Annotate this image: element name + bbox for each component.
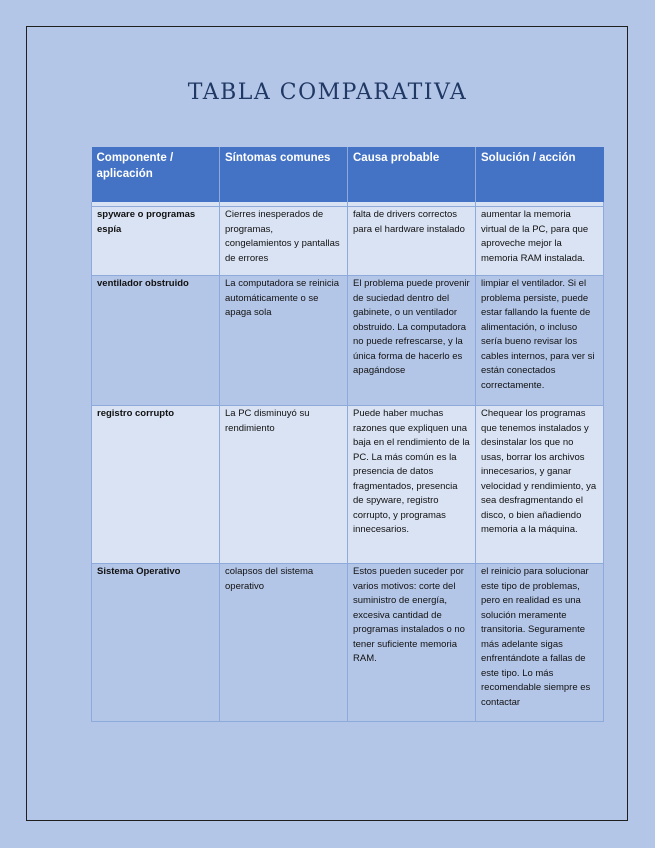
cell-solucion: el reinicio para solucionar este tipo de problemas, pero en realidad es una solución meramente transitoria. Seguramente más adelante sigas enfrentándote a fallas de este tipo. Lo más recomendable siempre es contactar <box>476 564 604 722</box>
table-row <box>92 207 604 276</box>
cell-sintomas: colapsos del sistema operativo <box>220 564 348 722</box>
cell-componente: registro corrupto <box>92 406 220 564</box>
table-row <box>92 406 604 564</box>
cell-sintomas: Cierres inesperados de programas, congelamientos y pantallas de errores <box>220 207 348 276</box>
header-causa: Causa probable <box>348 147 476 202</box>
cell-componente: Sistema Operativo <box>92 564 220 722</box>
cell-causa: Puede haber muchas razones que expliquen una baja en el rendimiento de la PC. La más común es la presencia de datos fragmentados, presencia de spyware, registro corrupto, y programas innecesarios. <box>348 406 476 564</box>
cell-sintomas: La computadora se reinicia automáticamente o se apaga sola <box>220 276 348 406</box>
cell-componente: spyware o programas espía <box>92 207 220 276</box>
header-componente: Componente / aplicación <box>92 147 220 202</box>
cell-causa: Estos pueden suceder por varios motivos: corte del suministro de energía, excesiva cantidad de programas instalados o no tener suficiente memoria RAM. <box>348 564 476 722</box>
cell-solucion: limpiar el ventilador. Si el problema persiste, puede estar fallando la fuente de alimentación, o incluso sería bueno revisar los cables internos, para ver si están conectados correctamente. <box>476 276 604 406</box>
cell-sintomas: La PC disminuyó su rendimiento <box>220 406 348 564</box>
table-header-row <box>92 147 604 202</box>
cell-componente: ventilador obstruido <box>92 276 220 406</box>
page-title: TABLA COMPARATIVA <box>187 80 468 105</box>
cell-solucion: aumentar la memoria virtual de la PC, para que aproveche mejor la memoria RAM instalada. <box>476 207 604 276</box>
cell-causa: El problema puede provenir de suciedad dentro del gabinete, o un ventilador obstruido. La computadora no puede refrescarse, y la única forma de hacerlo es apagándose <box>348 276 476 406</box>
header-sintomas: Síntomas comunes <box>220 147 348 202</box>
cell-causa: falta de drivers correctos para el hardware instalado <box>348 207 476 276</box>
comparison-table <box>91 147 604 722</box>
header-solucion: Solución / acción <box>476 147 604 202</box>
cell-solucion: Chequear los programas que tenemos instalados y desinstalar los que no usas, borrar los archivos innecesarios, y ganar velocidad y rendimiento, ya sea desfragmentando el disco, o bien añadiendo memoria a la máquina. <box>476 406 604 564</box>
table-row <box>92 276 604 406</box>
table-row <box>92 564 604 722</box>
